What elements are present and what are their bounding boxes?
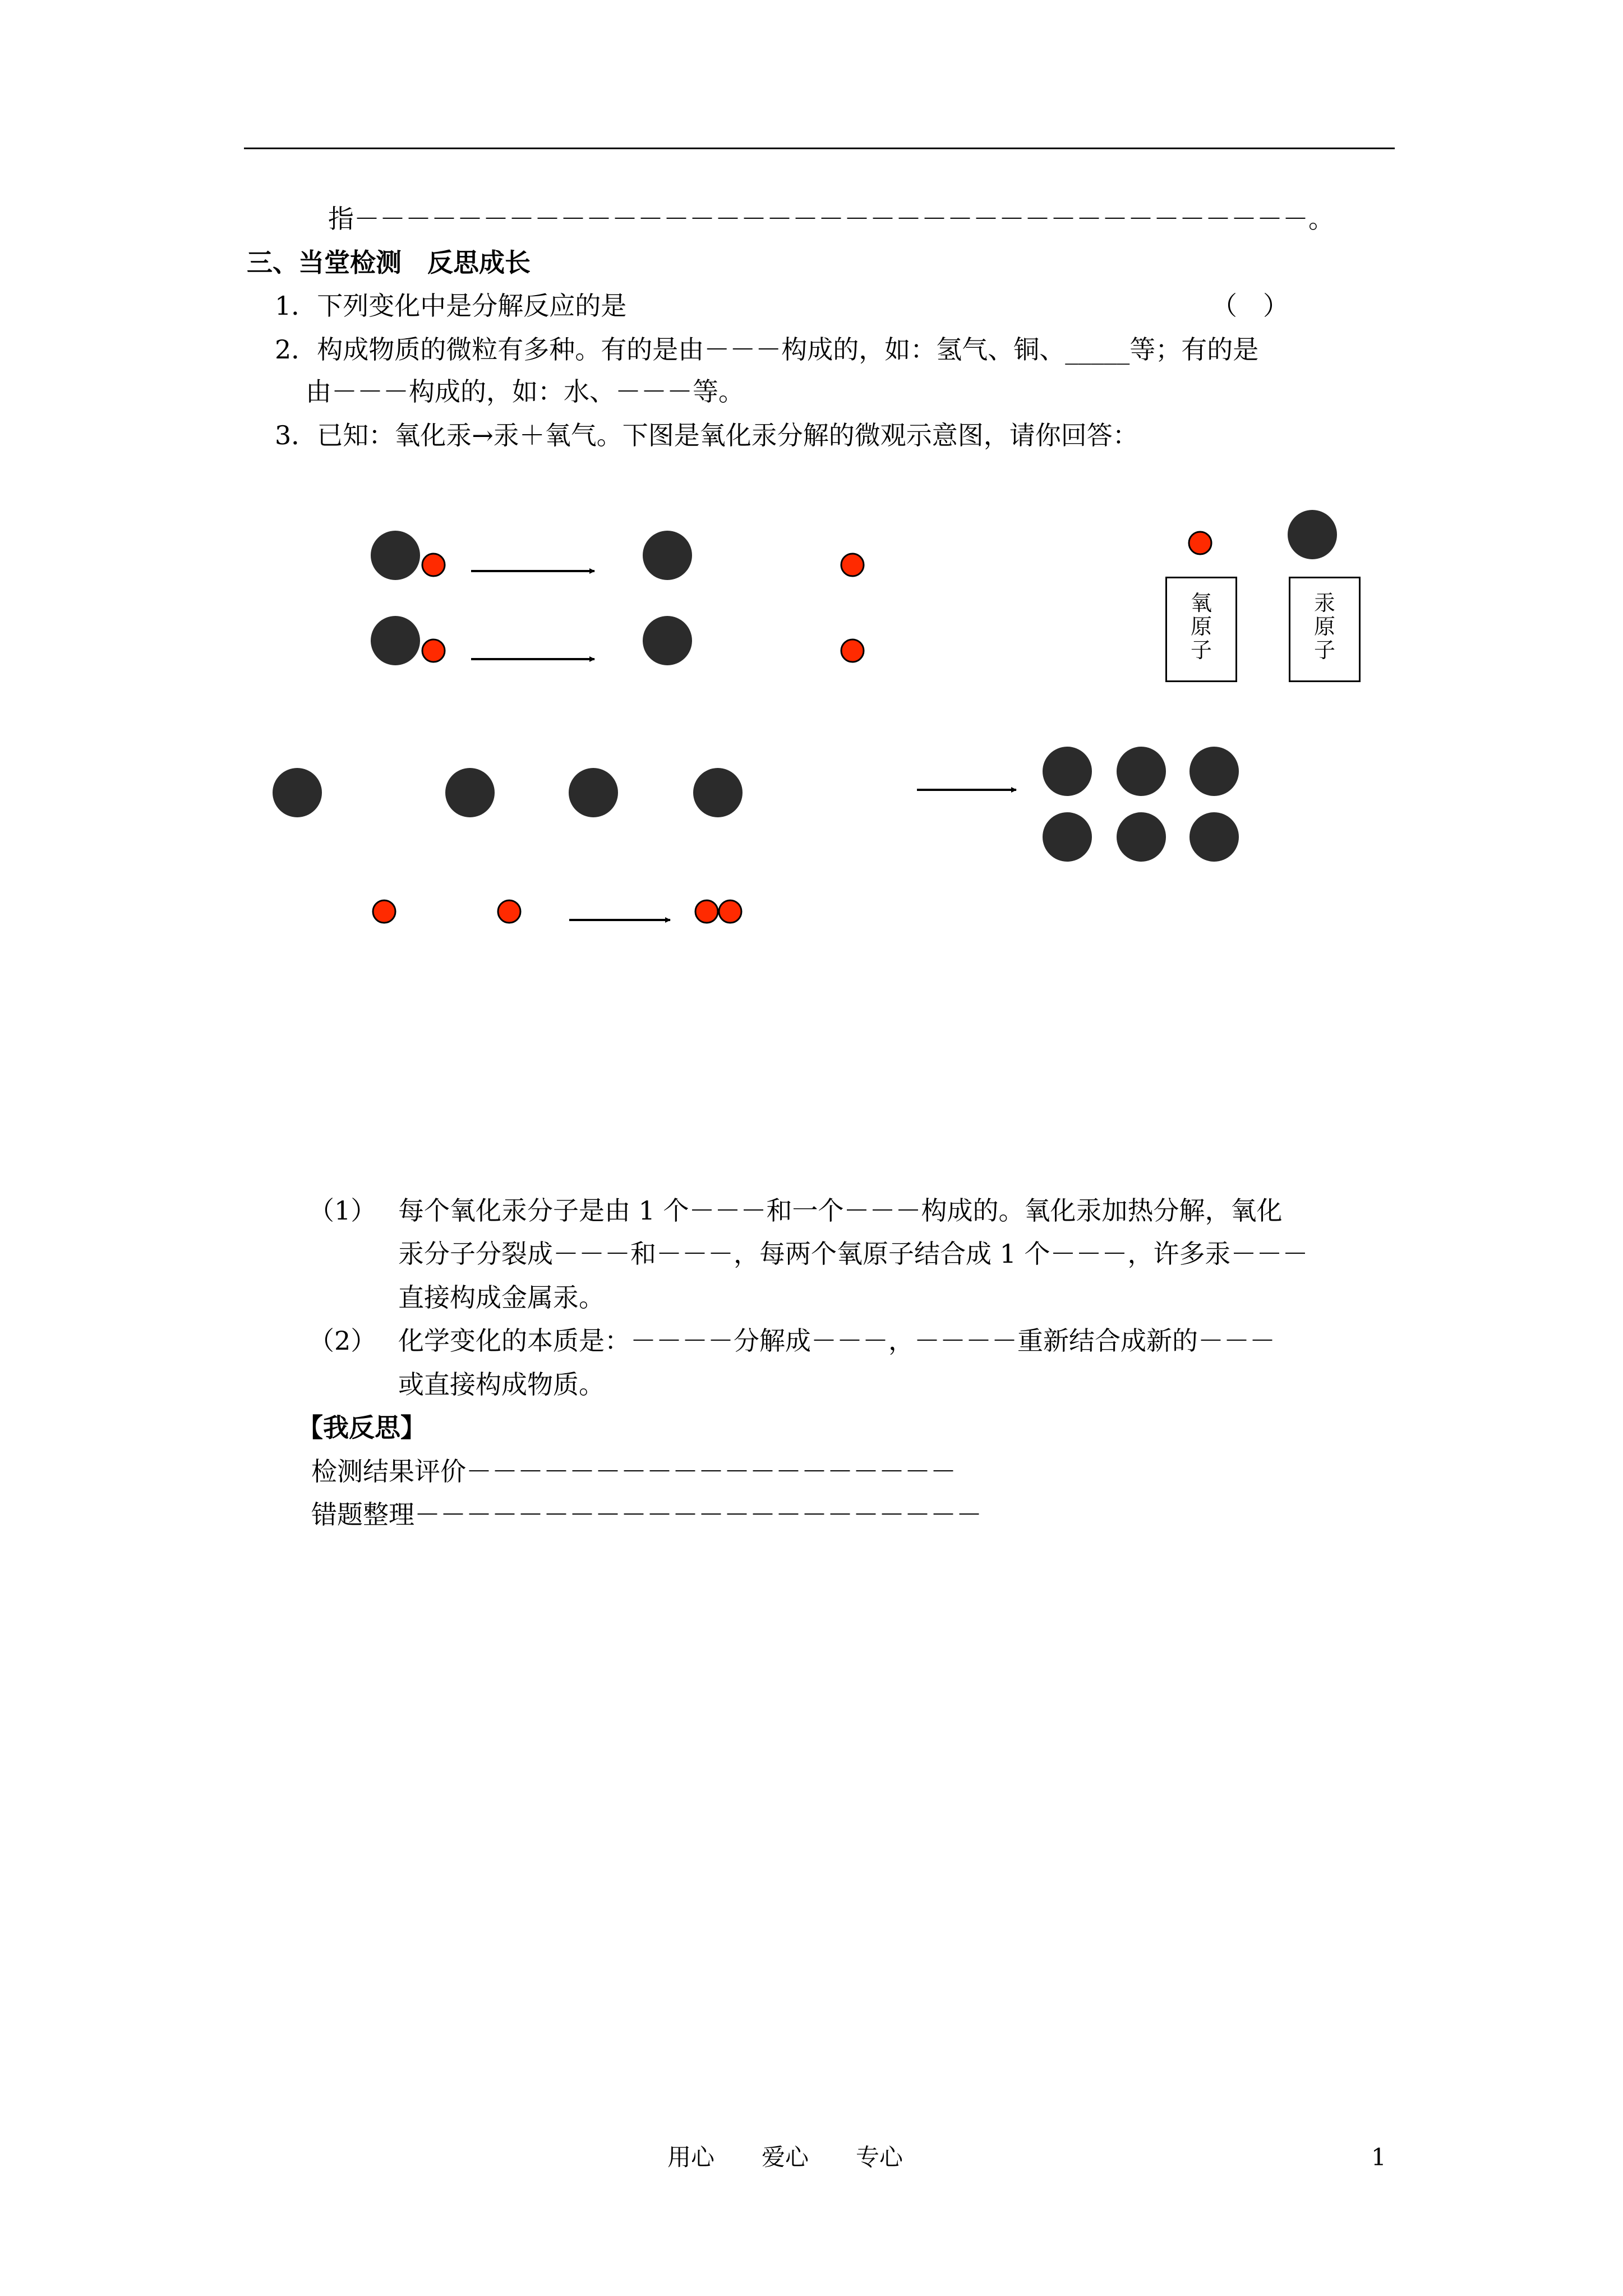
- sub-question-2-number: （2）: [308, 1326, 377, 1356]
- question-2-line-2: 由－－－构成的，如：水、－－－等。: [306, 376, 744, 407]
- mercury-atom: [273, 768, 322, 817]
- question-2-line-1: 2．构成物质的微粒有多种。有的是由－－－构成的，如：氢气、铜、_____等；有的是: [275, 334, 1259, 365]
- sub-question-1-line-1: 每个氧化汞分子是由 1 个－－－和一个－－－构成的。氧化汞加热分解，氧化: [398, 1195, 1283, 1226]
- mercury-atom: [643, 531, 692, 580]
- legend-oxygen-box: [1165, 577, 1237, 682]
- legend-mercury-char-1: 汞: [1313, 591, 1335, 615]
- question-1-answer-paren: （ ）: [1211, 291, 1289, 321]
- mercury-atoms-to-metal: [273, 747, 1239, 862]
- footer-text: 用心 爱心 专心: [667, 2143, 903, 2171]
- page-number: 1: [1371, 2143, 1386, 2171]
- oxygen-atom: [422, 639, 445, 662]
- mercury-metal-atom: [1043, 812, 1092, 862]
- mercury-metal-atom: [1117, 812, 1166, 862]
- question-3: 3．已知：氧化汞→汞＋氧气。下图是氧化汞分解的微观示意图，请你回答：: [275, 420, 1138, 450]
- mercury-atom: [445, 768, 495, 817]
- legend-mercury-atom: [1288, 510, 1337, 559]
- legend-mercury-char-3: 子: [1313, 638, 1335, 662]
- oxygen-atoms-to-molecule: [373, 900, 741, 923]
- sub-question-2-line-1: 化学变化的本质是：－－－－分解成－－－，－－－－重新结合成新的－－－: [398, 1326, 1275, 1356]
- reflection-error-line: 错题整理－－－－－－－－－－－－－－－－－－－－－－: [311, 1499, 982, 1530]
- reflection-title: 【我反思】: [297, 1412, 426, 1443]
- mercury-atom: [693, 768, 743, 817]
- mercury-atom: [371, 616, 420, 665]
- oxygen-atom: [498, 900, 520, 923]
- answer-line-zhi: 指－－－－－－－－－－－－－－－－－－－－－－－－－－－－－－－－－－－－－。: [328, 204, 1334, 234]
- legend-oxygen-char-3: 子: [1190, 638, 1212, 662]
- legend-oxygen-char-2: 原: [1190, 614, 1212, 639]
- mercury-atom: [569, 768, 618, 817]
- mercury-metal-atom: [1189, 812, 1239, 862]
- reflection-evaluation-line: 检测结果评价－－－－－－－－－－－－－－－－－－－: [311, 1456, 956, 1487]
- mercury-metal-atom: [1117, 747, 1166, 796]
- mercury-atom: [643, 616, 692, 665]
- sub-question-1-line-3: 直接构成金属汞。: [398, 1282, 605, 1313]
- mercury-atom: [371, 531, 420, 580]
- oxygen-atom: [841, 554, 864, 576]
- oxygen-atom: [841, 639, 864, 662]
- sub-question-2-line-2: 或直接构成物质。: [398, 1369, 605, 1400]
- legend-oxygen-atom: [1189, 532, 1211, 554]
- row-2-molecules: [371, 616, 864, 665]
- sub-question-1-line-2: 汞分子分裂成－－－和－－－，每两个氧原子结合成 1 个－－－，许多汞－－－: [398, 1239, 1308, 1269]
- oxygen-molecule-atom: [719, 900, 741, 923]
- mercury-metal-atom: [1043, 747, 1092, 796]
- oxygen-atom: [373, 900, 395, 923]
- section-title: 三、当堂检测 反思成长: [247, 247, 531, 278]
- legend-oxygen-char-1: 氧: [1190, 591, 1212, 615]
- question-1: 1．下列变化中是分解反应的是: [275, 291, 627, 321]
- legend-mercury-box: [1289, 577, 1361, 682]
- oxygen-molecule-atom: [695, 900, 718, 923]
- oxygen-atom: [422, 554, 445, 576]
- mercury-metal-atom: [1189, 747, 1239, 796]
- legend-mercury-char-2: 原: [1313, 614, 1335, 639]
- legend-atoms: [1189, 510, 1337, 559]
- sub-question-1-number: （1）: [308, 1195, 377, 1226]
- row-1-molecules: [371, 531, 864, 580]
